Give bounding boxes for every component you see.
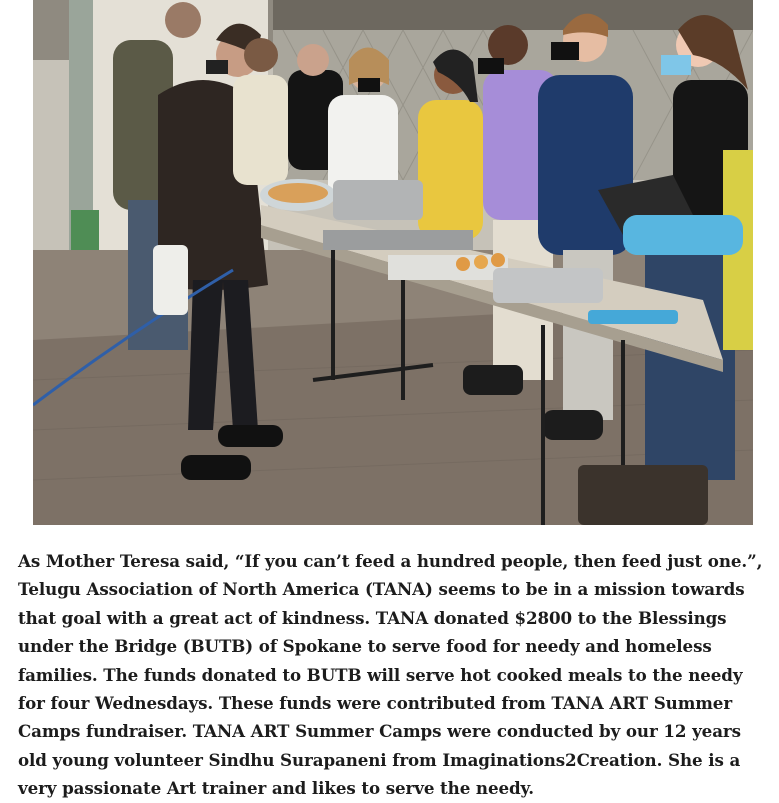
event-photo (33, 0, 753, 525)
article-paragraph: As Mother Teresa said, “If you can’t feed a hundred people, then feed just one.”, Telugu Association of North America (TANA) seems to be in a mission towards that goal with a great act of kindness. TANA donated $2800 to the Blessings under the Bridge (BUTB) of Spokane to serve food for needy and homeless families. The funds donated to BUTB will serve hot cooked meals to the needy for four Wednesdays. These funds were contributed from TANA ART Summer Camps fundraiser. TANA ART Summer Camps were conducted by our 12 years old young volunteer Sindhu Surapaneni from Imaginations2Creation. She is a very passionate Art trainer and likes to serve the needy. (18, 551, 763, 799)
